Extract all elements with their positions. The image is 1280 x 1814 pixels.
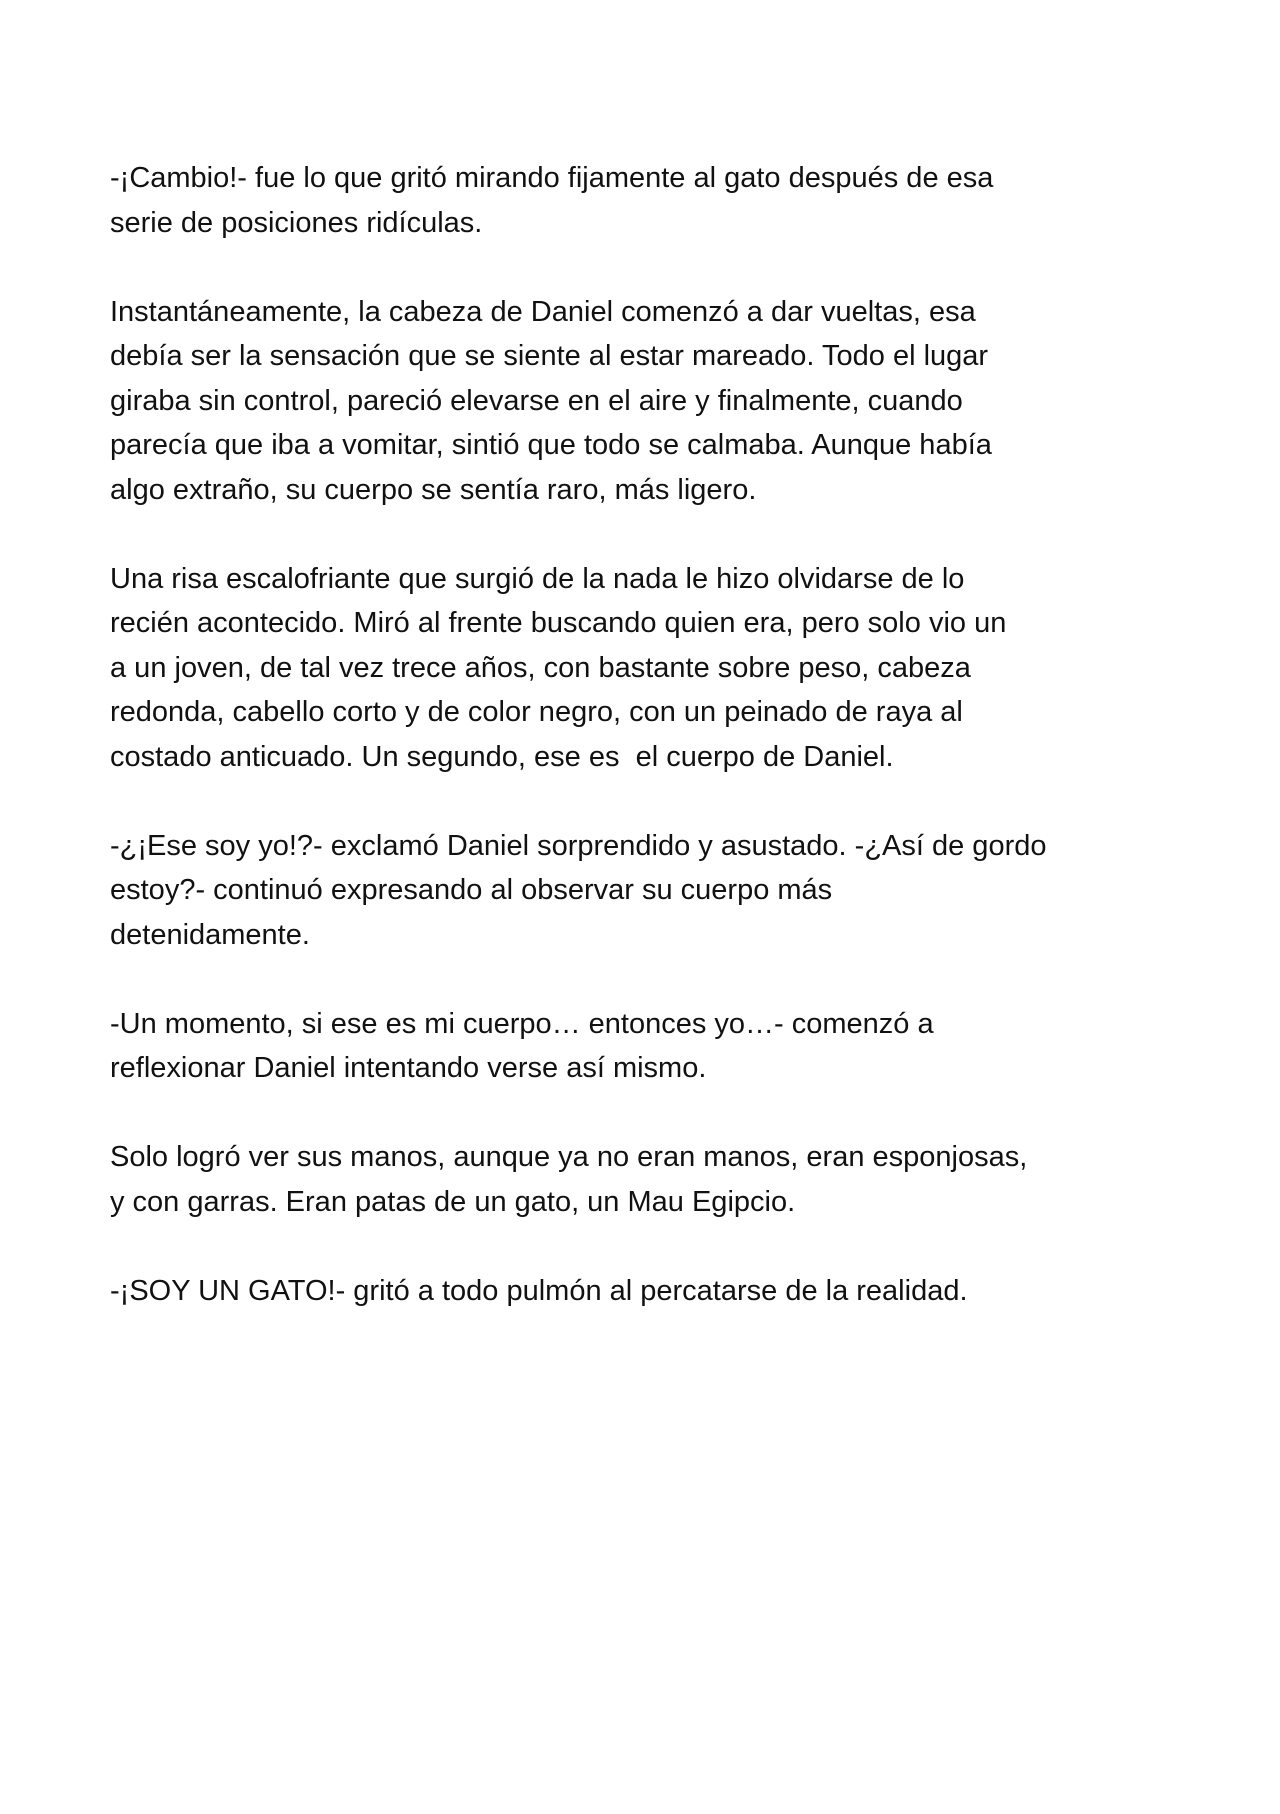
text-line: -¡SOY UN GATO!- gritó a todo pulmón al percatarse de la realidad. [110,1274,968,1307]
text-line: -¡Cambio!- fue lo que gritó mirando fijamente al gato después de esa [110,162,994,194]
text-line: recién acontecido. Miró al frente buscando quien era, pero solo vio un [110,607,1007,639]
text-line: Solo logró ver sus manos, aunque ya no eran manos, eran esponjosas, [110,1141,1028,1173]
text-line: a un joven, de tal vez trece años, con bastante sobre peso, cabeza [110,651,971,684]
text-line: Instantáneamente, la cabeza de Daniel comenzó a dar vueltas, esa [110,295,976,328]
paragraph-7 [110,1269,1190,1314]
text-line: y con garras. Eran patas de un gato, un Mau Egipcio. [110,1185,796,1218]
text-line: parecía que iba a vomitar, sintió que todo se calmaba. Aunque había [110,429,992,461]
text-line: Una risa escalofriante que surgió de la nada le hizo olvidarse de lo [110,562,965,595]
text-line: costado anticuado. Un segundo, ese es el cuerpo de Daniel. [110,740,894,773]
paragraph-4 [110,824,1190,958]
text-line: reflexionar Daniel intentando verse así mismo. [110,1052,707,1084]
paragraph-5 [110,1002,1190,1091]
paragraph-6 [110,1135,1190,1224]
document-body [110,156,1190,1358]
text-line: serie de posiciones ridículas. [110,206,483,239]
paragraph-2 [110,290,1190,513]
paragraph-3 [110,557,1190,780]
text-line: giraba sin control, pareció elevarse en el aire y finalmente, cuando [110,384,963,417]
text-line: estoy?- continuó expresando al observar su cuerpo más [110,874,833,906]
text-line: algo extraño, su cuerpo se sentía raro, más ligero. [110,473,757,506]
text-line: redonda, cabello corto y de color negro, con un peinado de raya al [110,696,963,728]
text-line: -¿¡Ese soy yo!?- exclamó Daniel sorprendido y asustado. -¿Así de gordo [110,829,1047,862]
text-line: detenidamente. [110,918,310,951]
paragraph-1 [110,156,1190,245]
text-line: -Un momento, si ese es mi cuerpo… entonces yo…- comenzó a [110,1007,934,1040]
text-line: debía ser la sensación que se siente al estar mareado. Todo el lugar [110,340,989,372]
